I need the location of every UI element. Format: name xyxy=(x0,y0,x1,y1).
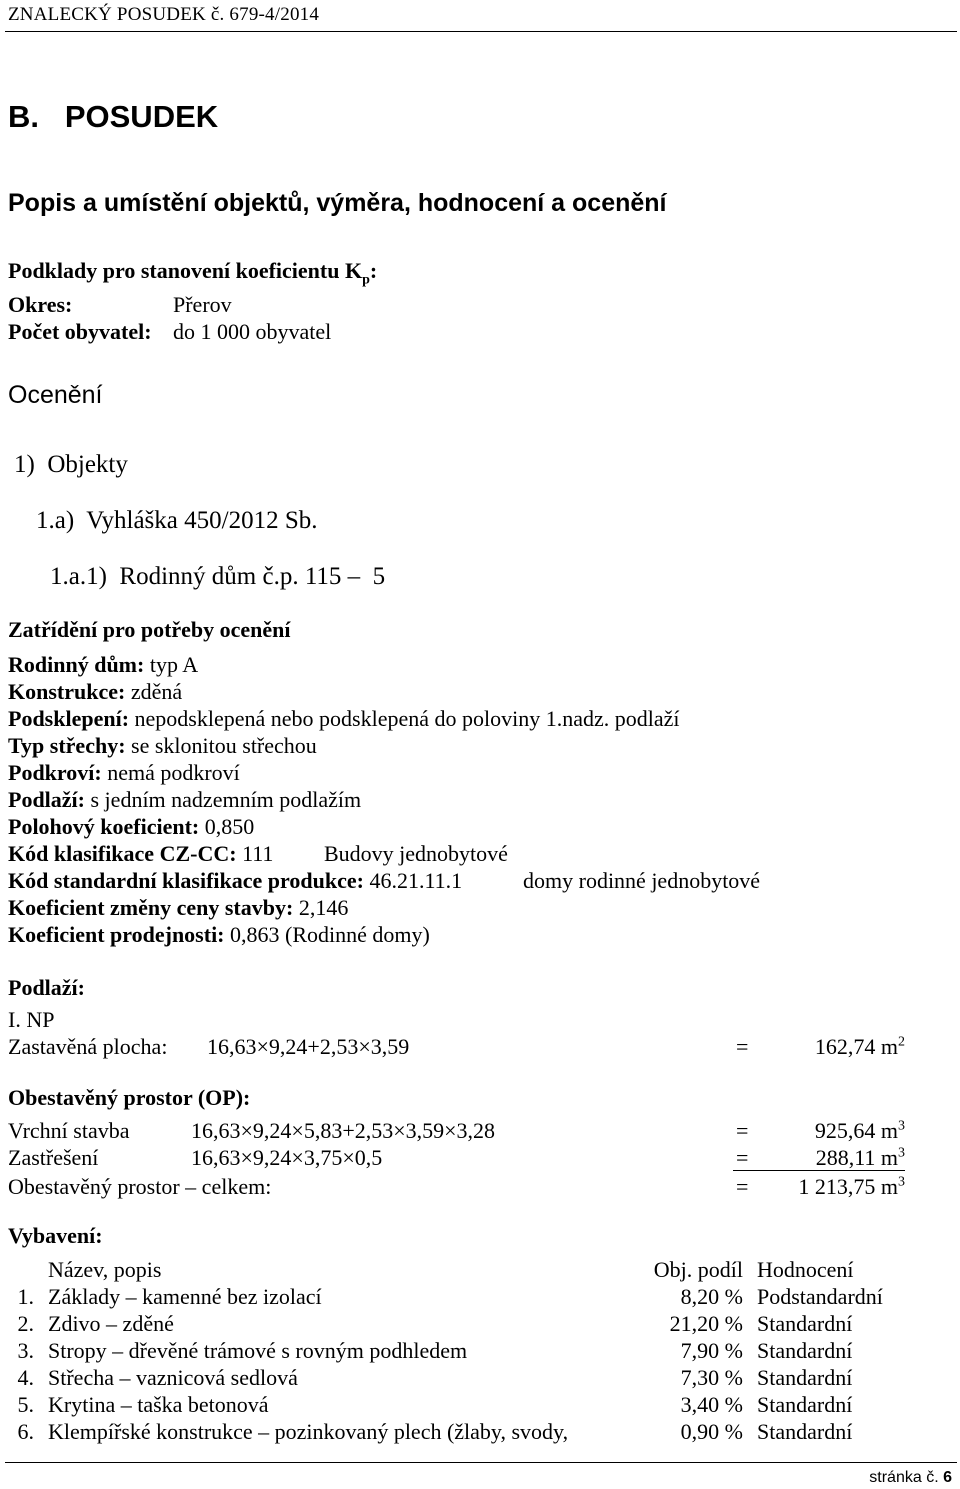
cz-cc-label: Kód klasifikace CZ-CC: xyxy=(8,841,237,866)
col-header-name: Název, popis xyxy=(48,1257,162,1282)
kp-heading-colon: : xyxy=(369,258,378,283)
op-eq: = xyxy=(736,1145,749,1170)
zastavena-label: Zastavěná plocha: xyxy=(8,1034,168,1059)
zatrideni-row xyxy=(8,816,254,838)
item-rating: Standardní xyxy=(757,1419,853,1444)
produkce-label: Kód standardní klasifikace produkce: xyxy=(8,868,364,893)
row-value: 0,850 xyxy=(204,814,255,839)
item-rating: Podstandardní xyxy=(757,1284,883,1309)
op-sum-rule xyxy=(733,1170,905,1171)
section-title: B. POSUDEK xyxy=(8,99,219,134)
op-formula: 16,63×9,24×5,83+2,53×3,59×3,28 xyxy=(191,1118,496,1143)
op-total-eq: = xyxy=(736,1174,749,1199)
op-number: 288,11 m xyxy=(815,1145,898,1170)
podlazi-title: Podlaží: xyxy=(8,975,85,1000)
op-formula: 16,63×9,24×3,75×0,5 xyxy=(191,1145,383,1170)
row-label: Typ střechy: xyxy=(8,733,126,758)
zmena-value: 2,146 xyxy=(298,895,349,920)
item-rating: Standardní xyxy=(757,1311,853,1336)
header-rule xyxy=(5,31,957,32)
produkce-row xyxy=(8,870,462,892)
cz-cc-desc: Budovy jednobytové xyxy=(324,841,508,866)
row-value: s jedním nadzemním podlažím xyxy=(90,787,362,812)
page-number xyxy=(869,1470,952,1486)
row-label: Polohový koeficient: xyxy=(8,814,200,839)
zatrideni-row xyxy=(8,681,182,703)
row-label: Podlaží: xyxy=(8,787,85,812)
page-label: stránka č. xyxy=(869,1469,939,1486)
zastavena-eq: = xyxy=(736,1034,749,1059)
row-label: Podsklepení: xyxy=(8,706,130,731)
kp-heading xyxy=(8,258,378,288)
item-number: 5. xyxy=(17,1392,34,1417)
zmena-row xyxy=(8,897,348,919)
item-share: 8,20 % xyxy=(680,1284,743,1309)
zastavena-formula: 16,63×9,24+2,53×3,59 xyxy=(207,1034,410,1059)
op-title: Obestavěný prostor (OP): xyxy=(8,1085,251,1110)
rodinny-dum-heading: 1.a.1) Rodinný dům č.p. 115 – 5 xyxy=(50,563,386,590)
objekty-heading: 1) Objekty xyxy=(14,451,128,478)
prodej-value: 0,863 (Rodinné domy) xyxy=(230,922,430,947)
item-rating: Standardní xyxy=(757,1392,853,1417)
item-share: 3,40 % xyxy=(680,1392,743,1417)
kp-heading-text: Podklady pro stanovení koeficientu K xyxy=(8,258,363,283)
zatrideni-title: Zatřídění pro potřeby ocenění xyxy=(8,617,291,642)
op-eq: = xyxy=(736,1118,749,1143)
zastavena-value xyxy=(815,1036,905,1058)
item-number: 4. xyxy=(17,1365,34,1390)
page-number-value: 6 xyxy=(943,1469,952,1486)
col-header-rating: Hodnocení xyxy=(757,1257,854,1282)
item-share: 7,90 % xyxy=(680,1338,743,1363)
op-number: 925,64 m xyxy=(814,1118,898,1143)
floor-label: I. NP xyxy=(8,1007,55,1032)
oceneni-title: Ocenění xyxy=(8,381,103,409)
document-header: ZNALECKÝ POSUDEK č. 679-4/2014 xyxy=(8,4,320,25)
vybaveni-title: Vybavení: xyxy=(8,1223,103,1248)
prodej-row xyxy=(8,924,430,946)
zatrideni-row xyxy=(8,708,680,730)
zastavena-number: 162,74 m xyxy=(814,1034,898,1059)
row-value: zděná xyxy=(130,679,183,704)
item-number: 1. xyxy=(17,1284,34,1309)
okres-label: Okres: xyxy=(8,292,73,317)
item-name: Krytina – taška betonová xyxy=(48,1392,269,1417)
produkce-desc: domy rodinné jednobytové xyxy=(523,868,761,893)
row-value: nepodsklepená nebo podsklepená do poloviny 1.nadz. podlaží xyxy=(134,706,680,731)
item-name: Stropy – dřevěné trámové s rovným podhledem xyxy=(48,1338,468,1363)
row-label: Konstrukce: xyxy=(8,679,126,704)
op-total-value xyxy=(798,1176,905,1198)
item-number: 2. xyxy=(17,1311,34,1336)
item-name: Klempířské konstrukce – pozinkovaný plech (žlaby, svody, xyxy=(48,1419,569,1444)
okres-value: Přerov xyxy=(173,292,232,317)
prodej-label: Koeficient prodejnosti: xyxy=(8,922,225,947)
pocet-label: Počet obyvatel: xyxy=(8,319,152,344)
op-total-exp: 3 xyxy=(898,1174,905,1190)
row-value: nemá podkroví xyxy=(107,760,240,785)
op-label: Zastřešení xyxy=(8,1145,99,1170)
op-label: Vrchní stavba xyxy=(8,1118,130,1143)
row-label: Podkroví: xyxy=(8,760,102,785)
op-exp: 3 xyxy=(898,1118,905,1134)
item-name: Střecha – vaznicová sedlová xyxy=(48,1365,298,1390)
zastavena-exp: 2 xyxy=(898,1034,905,1050)
vyhlaska-heading: 1.a) Vyhláška 450/2012 Sb. xyxy=(36,507,318,534)
op-exp: 3 xyxy=(898,1145,905,1161)
cz-cc-code: 111 xyxy=(242,841,274,866)
subsection-title: Popis a umístění objektů, výměra, hodnocení a ocenění xyxy=(8,189,667,217)
item-number: 3. xyxy=(17,1338,34,1363)
zatrideni-row xyxy=(8,654,198,676)
row-label: Rodinný dům: xyxy=(8,652,145,677)
item-share: 0,90 % xyxy=(680,1419,743,1444)
item-share: 21,20 % xyxy=(669,1311,743,1336)
zmena-label: Koeficient změny ceny stavby: xyxy=(8,895,294,920)
zatrideni-row xyxy=(8,762,240,784)
item-share: 7,30 % xyxy=(680,1365,743,1390)
zatrideni-row xyxy=(8,789,361,811)
item-rating: Standardní xyxy=(757,1365,853,1390)
op-total-number: 1 213,75 m xyxy=(798,1174,898,1199)
row-value: typ A xyxy=(149,652,199,677)
pocet-value: do 1 000 obyvatel xyxy=(173,319,332,344)
op-value xyxy=(816,1147,905,1169)
item-name: Zdivo – zděné xyxy=(48,1311,174,1336)
row-value: se sklonitou střechou xyxy=(131,733,317,758)
op-value xyxy=(815,1120,905,1142)
item-name: Základy – kamenné bez izolací xyxy=(48,1284,322,1309)
produkce-code: 46.21.11.1 xyxy=(369,868,463,893)
item-number: 6. xyxy=(17,1419,34,1444)
kp-heading-sub: p xyxy=(362,272,370,288)
col-header-share: Obj. podíl xyxy=(653,1257,743,1282)
footer-rule xyxy=(5,1462,957,1463)
item-rating: Standardní xyxy=(757,1338,853,1363)
cz-cc-row xyxy=(8,843,273,865)
zatrideni-row xyxy=(8,735,317,757)
op-total-label: Obestavěný prostor – celkem: xyxy=(8,1174,272,1199)
